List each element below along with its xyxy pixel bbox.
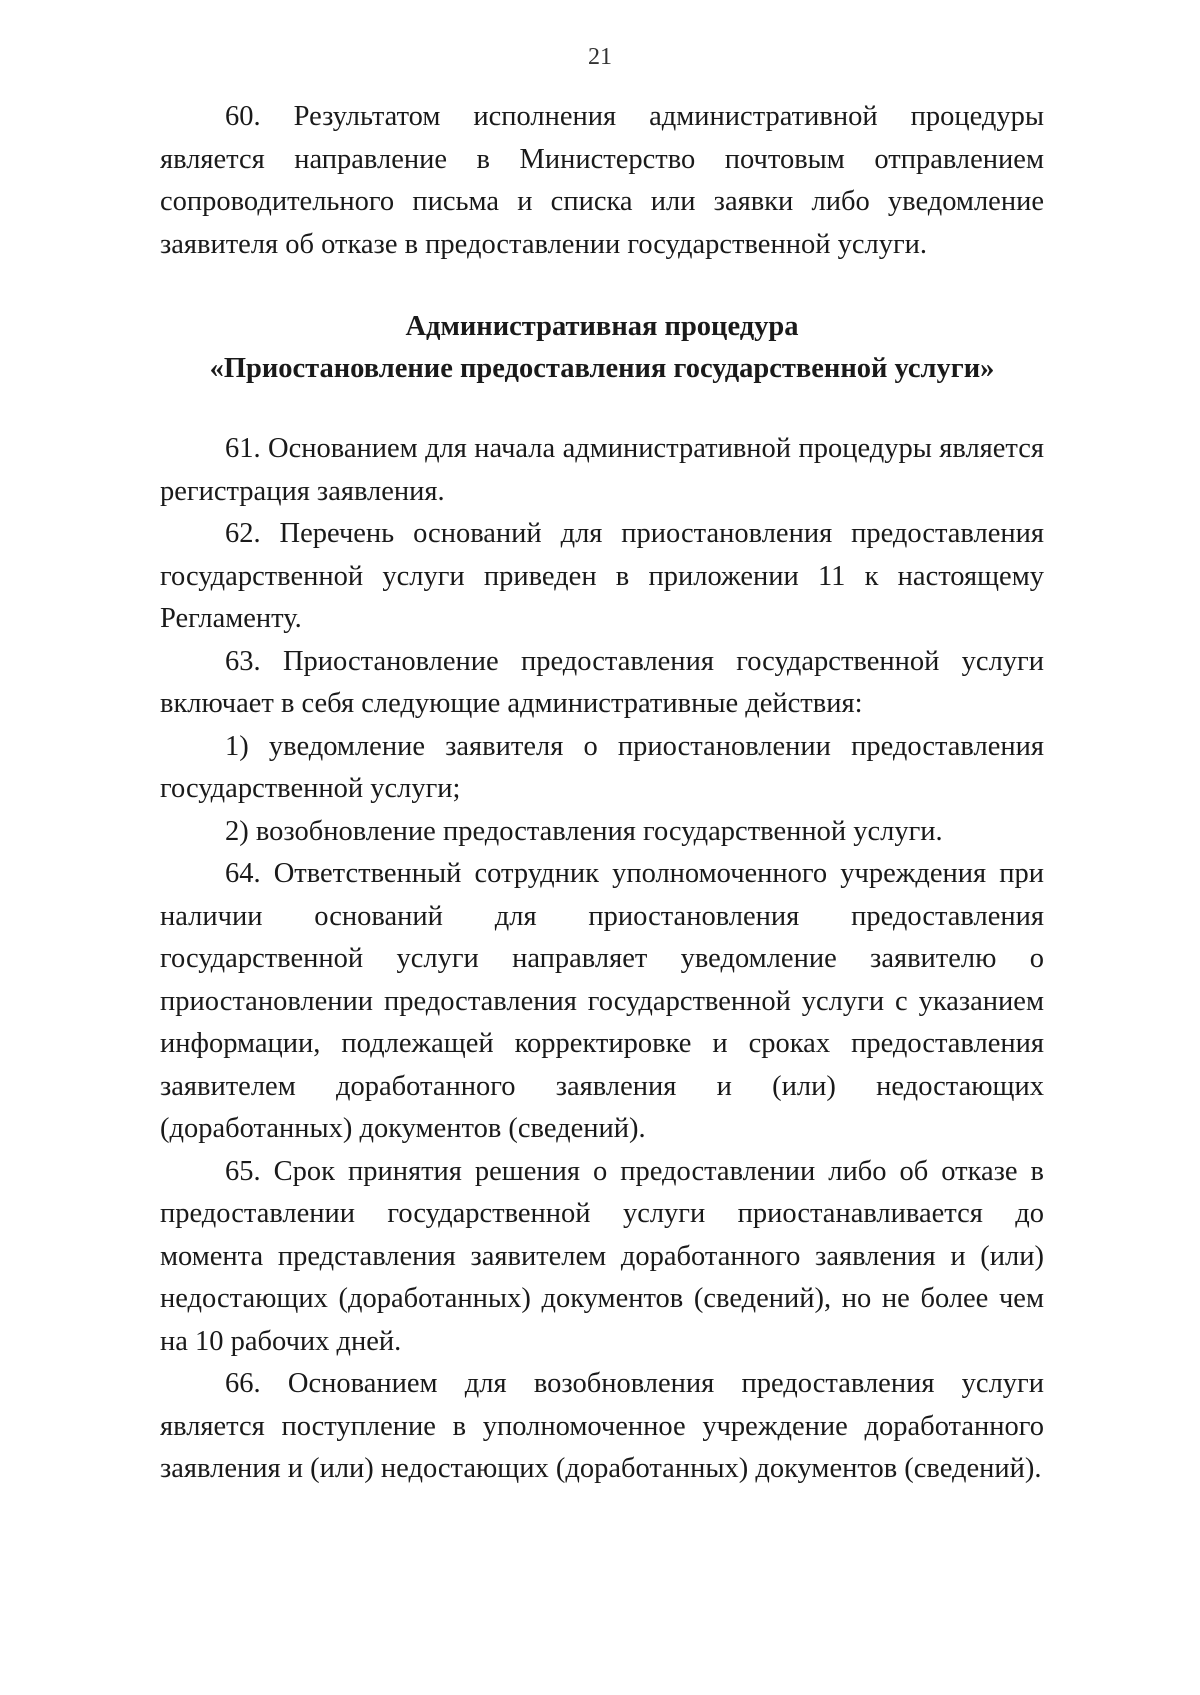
list-item-1: 1) уведомление заявителя о приостановлении предоставления государственной услуги; [160,730,1044,804]
paragraph-63: 63. Приостановление предоставления государственной услуги включает в себя следующие административные действия: [160,645,1044,719]
paragraph-66: 66. Основанием для возобновления предоставления услуги является поступление в уполномоченное учреждение доработанного заявления и (или) недостающих (доработанных) документов (сведений). [160,1368,1044,1484]
page-number: 21 [588,44,612,70]
document-body [160,96,1044,1491]
paragraph-60: 60. Результатом исполнения административной процедуры является направление в Министерство почтовым отправлением сопроводительного письма и списка или заявки либо уведомление заявителя об отказе в предоставлении государственной услуги. [160,101,1044,260]
section-heading [160,306,1044,390]
section-heading-line1: Административная процедура [405,311,799,342]
list-item-2: 2) возобновление предоставления государственной услуги. [225,815,943,847]
paragraph-61: 61. Основанием для начала административной процедуры является регистрация заявления. [160,433,1044,507]
paragraph-64: 64. Ответственный сотрудник уполномоченного учреждения при наличии оснований для приостановления предоставления государственной услуги направляет уведомление заявителю о приостановлении предоставления государственной услуги с указанием информации, подлежащей корректировке и сроках предоставления заявителем доработанного заявления и (или) недостающих (доработанных) документов (сведений). [160,858,1044,1144]
section-heading-line2: «Приостановление предоставления государственной услуги» [209,353,995,384]
paragraph-62: 62. Перечень оснований для приостановления предоставления государственной услуги приведен в приложении 11 к настоящему Регламенту. [160,518,1044,634]
paragraph-65: 65. Срок принятия решения о предоставлении либо об отказе в предоставлении государственной услуги приостанавливается до момента представления заявителем доработанного заявления и (или) недостающих (доработанных) документов (сведений), но не более чем на 10 рабочих дней. [160,1155,1044,1357]
